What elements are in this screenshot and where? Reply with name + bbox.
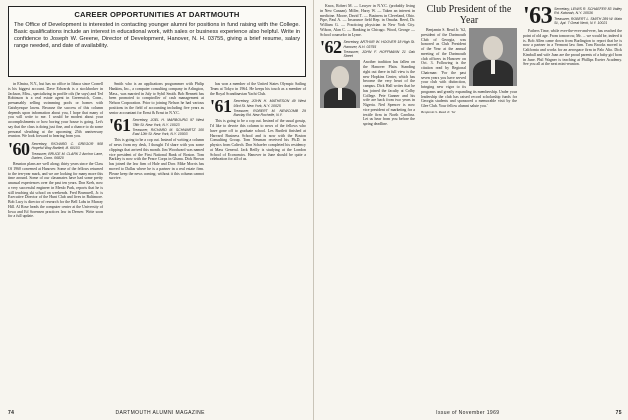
right-column-1 (320, 4, 415, 402)
secretary-info: Secretary, LEWIS R. SCHAEFER 83 Valley Rd. Katonah, N.Y. 10536 (554, 7, 622, 16)
class-year: '63 (523, 4, 553, 29)
class-heading-62 (320, 39, 415, 58)
right-column-3 (523, 4, 622, 402)
issue-date: Issue of November 1969 (436, 410, 500, 416)
portrait-photo (320, 60, 360, 108)
right-footer (320, 410, 622, 416)
left-column-3 (210, 82, 306, 402)
col-text: Fathers Time, while ever-the-ever-and-ever, has reached the point of old age. From tomorrow, Mr. ... we would be, indeed it is. Bob Allen came down from Burlington to report that he is now a partner in a Vermont law firm. Tom Brooks moved to California and works for an aerospace firm in Palo Alto. Dick Kimball and wife Joan are the proud parents of a baby girl born in June. Phil Wagner is teaching at Phillips Exeter Academy. See you all at the next mini-reunion. (523, 29, 622, 67)
col-text: This is going to be a cop out. Instead of the usual gossip, I'd like to devote this column to news of the fellows who have gone off to graduate school. Les Bartlett finished at Harvard Business School and is now with the Boston Consulting Group. Tom Neuman received his Ph.D. in physics from Caltech. Don Schaefer completed his residency at Mass General. Jack Reilly is studying at the London School of Economics. Hanover in June should be quite a celebration for all of us. (210, 119, 306, 162)
left-footer (8, 410, 306, 416)
club-president-photo (469, 28, 517, 86)
col-text: in Elmira, N.Y., but has no office in Ithaca since Cornell is his biggest account. Dave Edwards is a stockbroker in Jackson, Miss., specializing in profile oils (he says) and Ted Robinson is a real estate agent in Greenwich, Conn., presumably selling swimming pools or homes with Gatsbyesque lawns. Because the success of this column depends upon information about you, I hope that many of you will write to me. I would be modest about your accomplishments or how boring your house is going. Let's say that the class is doing just fine, and a chance to do some personal sleuthing at the upcoming 25th anniversary reunion. We look forward to hearing from you. (8, 82, 103, 139)
class-year: '62 (320, 37, 342, 58)
secretary-info: Secretary, ARTHUR W. HOOVER 18 High St. Hanover, N.H. 03755 (343, 40, 415, 49)
treasurer-info: Treasurer, ROBERT M. NEWCOMB 29 Barclay Rd. New Rochelle, N.Y. (233, 108, 306, 118)
treasurer-info: Treasurer, JOHN F. HOFFMANN 21 Oak Street (343, 49, 415, 59)
publication-name: DARTMOUTH ALUMNI MAGAZINE (115, 410, 205, 416)
class-year: '61 (210, 96, 232, 117)
class-heading-61 (109, 117, 204, 136)
col-text: has won a member of the United States Olympic Sailing Team at Tokyo in 1964. He keeps his touch as a member of the Royal Scandinavian Yacht Club. (210, 82, 306, 96)
class-heading-61b (210, 98, 306, 117)
photo-caption: Benjamin S. Read Jr. '62 (421, 109, 456, 114)
left-column-1 (8, 82, 103, 402)
ad-body: The Office of Development is interested in contacting younger alumni for positions in fund raising with the College. Basic qualifications include an interest in educational work, with sales or business experience also helpful. Write in confidence to Joseph W. Greene, Director of Development, Hanover, N. H. 03755, giving a brief resume, salary range needed, and date of availability. (14, 22, 300, 49)
page-number: 75 (615, 410, 622, 416)
treasurer-info: Treasurer, RICHARD M. SCHWARTZ 100 East 12th St. New York, N.Y. 10003 (132, 127, 204, 137)
left-column-2 (109, 82, 204, 402)
treasurer-info: Treasurer, ROBERT L. SMITH 289 W. Main St., Apt. 7 Great Neck, N.Y. 10021 (554, 16, 622, 25)
col-text: Reunion plans are well along; thirty years since the Class Of 1960 convened at Hanover. Some of the fellows returned to the ten-year mark, and we are looking for many more this time around. Some of our classmates have had some pretty unusual experiences over the past ten years. Don Kreb, now a very successful engineer in Menlo Park, reports that he is still teaching ski school on weekends. Fred Bramwell, Jr. is Executive Director of the Hunt Club and lives in Baltimore. Bob Lacy is director of research for the Bell Labs in Murray Hill. Al Rose heads the computer center at the University of Iowa and Ed Sorensen practices law in Denver. Write soon for a full update. (8, 162, 103, 219)
page-number: 74 (8, 410, 15, 416)
secretary-info: Secretary, RICHARD C. GREGOR 908 Hopeful Way Bartlett, Ill. 60103 (31, 142, 103, 151)
secretary-info: Secretary, JOHN H. MATHESON 49 West 93rd St. New York, N.Y. 10025 (233, 99, 306, 108)
class-year: '61 (109, 115, 131, 136)
career-ad-box (8, 6, 306, 77)
photo-row (320, 60, 415, 127)
col-text: This is going to be a cop out. Instead of writing a column of news from my desk, I thought I'd share with you some clippings that arrived this month. Jim Woodward was named vice president of the First National Bank of Boston. Tom Barkley is now with the Peace Corps in Ghana. Dick Brown has joined the law firm of Hale and Dorr. Mike Morris has moved to Dallas where he is a partner in a real estate firm. Please keep the news coming; without it this column cannot survive. (109, 138, 204, 181)
class-heading-63 (523, 6, 622, 27)
right-column-2 (421, 4, 517, 402)
class-year: '60 (8, 139, 30, 159)
article-text: Benjamin S. Read Jr. '62, president of the Dartmouth Club of Georgia, was honored as Club President of the Year at the annual meeting of the Dartmouth club officers in Hanover on Oct. 3. Following is the citation read by Regional Chairman: 'For the past seven years you have served your club with distinction, bringing new vigor to its programs and greatly expanding its membership. Under your leadership the club has raised record scholarship funds for Georgia students and sponsored a memorable visit by the Glee Club. Your fellow alumni salute you.' (421, 28, 517, 108)
col-text: Another tradition has fallen on the Hanover Plain. Standing right out there in full view is the new Hopkins Center, which has become the very heart of the campus. Dick Hall writes that he has joined the faculty at Colby College. Pete Ganner and his wife are back from two years in Nigeria. Ned Spencer is now vice president of marketing for a textile firm in North Carolina. Let us hear from you before the spring deadline. (363, 60, 415, 127)
col-text: Smith who is an applications programmer with Philip Hankins, Inc., a computer consulting company in Arlington, Mass., was married in July to Sybil Smith. Bob Bennett has been promoted to comptroller of cash management at Nelson Corporation. Prior to joining Nelson he had various positions in the field of accounting including five years as senior accountant for Ernst & Ernst in N.Y.C. (109, 82, 204, 115)
ad-title: CAREER OPPORTUNITIES AT DARTMOUTH (74, 10, 240, 19)
right-page (314, 0, 628, 420)
col-text: Knox, Robert M. — Lawyer in N.Y.C. (probably living in New Canaan). Miller, Harry W. — Taken an interest in medicine. Moore, David T. — Business in Cleveland, Ohio. Pipe, Paul A. — Insurance field Rep. in Omaha. Reed, Dr. William G. — Practicing physician in New York City. Wilson, Alan C. — Banking in Chicago. Wood, George — School counselor in Lyme. (320, 4, 415, 37)
treasurer-info: Treasurer, BRUCE M. CLARK 2 Anchor Lane, Darien, Conn. 06820 (31, 151, 103, 160)
article-title: Club President of the Year (426, 4, 512, 26)
class-heading-60 (8, 141, 103, 160)
secretary-info: Secretary, JOEL H. MARBOURG 97 West 78th St. New York, N.Y. 10023 (132, 118, 204, 127)
